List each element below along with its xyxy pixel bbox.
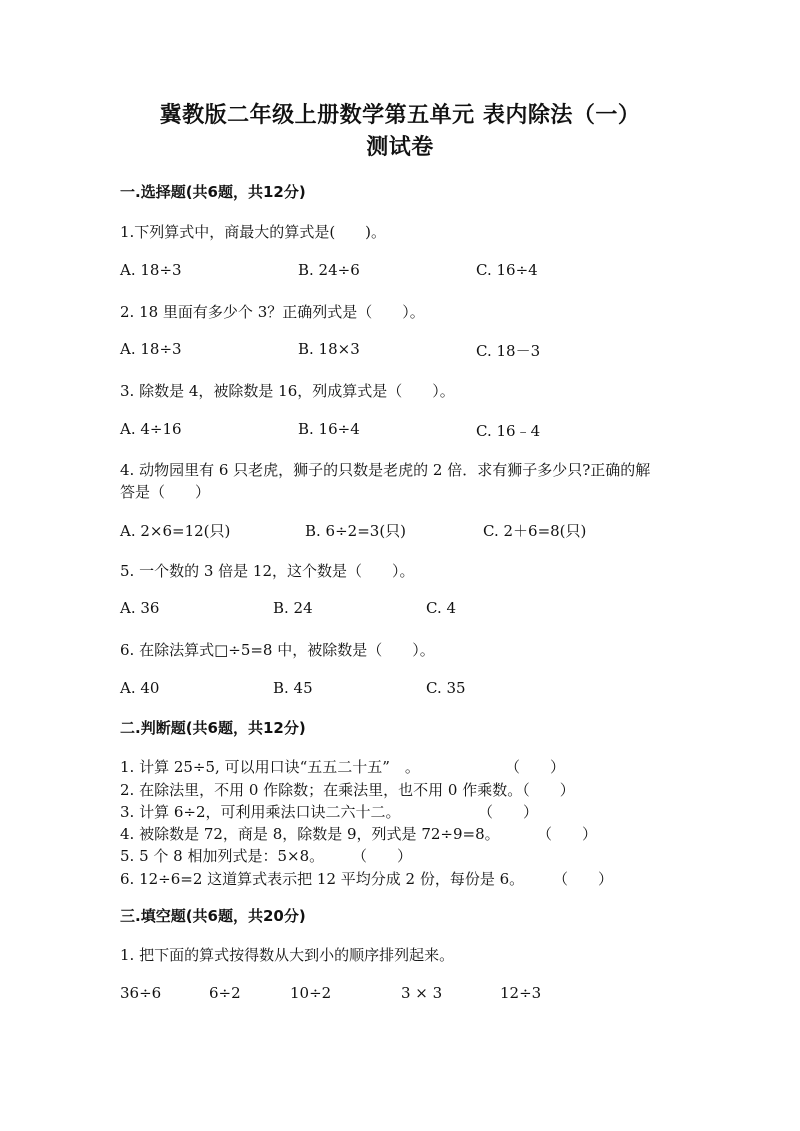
judgement-blank: （ ） [478,803,539,821]
option-b: B. 45 [273,679,313,697]
section-heading-fill-blank: 三.填空题(共6题，共20分) [120,907,306,925]
judgement-blank: （ ） [505,758,566,776]
option-b: B. 24 [273,599,313,617]
page-subtitle: 测试卷 [366,135,434,160]
option-c: C. 2＋6=8(只) [483,522,587,540]
judgement-item: 1. 计算 25÷5, 可以用口诀“五五二十五” 。 [120,758,420,776]
question-stem: 4. 动物园里有 6 只老虎，狮子的只数是老虎的 2 倍．求有狮子多少只?正确的解 [120,461,651,479]
option-a: A. 40 [120,679,160,697]
expression: 10÷2 [290,984,332,1002]
question-stem: 1.下列算式中，商最大的算式是( )。 [120,223,387,241]
judgement-blank: （ ） [352,847,413,865]
question-stem-continued: 答是（ ） [120,483,211,501]
option-c: C. 35 [426,679,466,697]
judgement-item: 6. 12÷6=2 这道算式表示把 12 平均分成 2 份，每份是 6。 [120,870,525,888]
question-stem: 6. 在除法算式□÷5=8 中，被除数是（ ）。 [120,641,435,659]
question-stem: 2. 18 里面有多少个 3？正确列式是（ ）。 [120,303,425,321]
option-c: C. 18－3 [476,342,541,360]
option-b: B. 18×3 [298,340,360,358]
judgement-blank: （ ） [553,870,614,888]
option-c: C. 16﹣4 [476,422,541,440]
option-b: B. 16÷4 [298,420,360,438]
option-a: A. 18÷3 [120,261,182,279]
option-a: A. 4÷16 [120,420,182,438]
question-stem: 5. 一个数的 3 倍是 12，这个数是（ ）。 [120,562,415,580]
question-stem: 3. 除数是 4，被除数是 16，列成算式是（ ）。 [120,382,455,400]
judgement-blank: （ ） [537,825,598,843]
page-title: 冀教版二年级上册数学第五单元 表内除法（一） [159,103,641,128]
expression: 12÷3 [500,984,542,1002]
option-b: B. 6÷2=3(只) [305,522,407,540]
section-heading-judgement: 二.判断题(共6题，共12分) [120,719,306,737]
judgement-item: 5. 5 个 8 相加列式是：5×8。 [120,847,325,865]
question-stem: 1. 把下面的算式按得数从大到小的顺序排列起来。 [120,946,455,964]
expression: 36÷6 [120,984,162,1002]
expression: 6÷2 [209,984,241,1002]
judgement-item: 2. 在除法里，不用 0 作除数；在乘法里，也不用 0 作乘数。（ ） [120,781,575,799]
section-heading-choice: 一.选择题(共6题，共12分) [120,183,306,201]
option-a: A. 2×6=12(只) [120,522,231,540]
option-c: C. 16÷4 [476,261,538,279]
option-b: B. 24÷6 [298,261,360,279]
option-c: C. 4 [426,599,457,617]
option-a: A. 18÷3 [120,340,182,358]
judgement-item: 3. 计算 6÷2，可利用乘法口诀二六十二。 [120,803,401,821]
expression: 3 × 3 [401,984,443,1002]
judgement-item: 4. 被除数是 72，商是 8，除数是 9，列式是 72÷9=8。 [120,825,500,843]
option-a: A. 36 [120,599,160,617]
